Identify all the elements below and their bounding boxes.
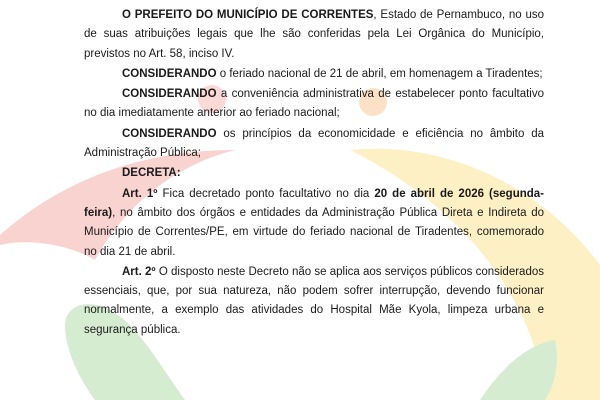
article-2-text-end: limpeza urbana e segurança pública. (84, 304, 544, 336)
considerando-keyword: CONSIDERANDO (122, 127, 217, 140)
preamble-paragraph (84, 6, 544, 64)
considerando-keyword: CONSIDERANDO (122, 88, 217, 101)
article-1-label: Art. 1º (122, 187, 158, 200)
article-1-text-end: , no âmbito dos órgãos e entidades da Administração Pública Direta e Indireta do Município de Correntes/PE, em virtude do feriado nacional de Tiradentes, comemorado no dia 21 de abril. (84, 206, 544, 258)
decreta-heading (84, 164, 544, 183)
decree-body (84, 6, 544, 341)
considerando-paragraph-1 (84, 65, 544, 84)
article-2-paragraph (84, 263, 544, 340)
considerando-text: o feriado nacional de 21 de abril, em homenagem a Tiradentes; (216, 67, 543, 80)
article-2-text: O disposto neste Decreto não se aplica aos serviços públicos considerados essenciais, que, por sua natureza, não podem sofrer interrupção, devendo funcionar normalmente, a exemplo das atividades do Hospital Mãe Kyola, (84, 265, 544, 317)
decreta-label: DECRETA: (122, 167, 181, 180)
article-2-label: Art. 2º (122, 265, 156, 278)
article-1-paragraph (84, 185, 544, 262)
watermark-green-petal-right (480, 340, 557, 400)
article-1-date: 20 de abril de 2026 (segunda-feira) (84, 187, 544, 219)
considerando-text: a conveniência administrativa de estabelecer ponto facultativo no dia imediatamente anterior ao feriado nacional; (84, 88, 544, 120)
mayor-title: O PREFEITO DO MUNICÍPIO DE CORRENTES (122, 9, 374, 21)
considerando-paragraph-3 (84, 125, 544, 164)
article-1-text-start: Fica decretado ponto facultativo no dia (157, 187, 375, 200)
considerando-text: os princípios da economicidade e eficiência no âmbito da Administração Pública; (84, 127, 544, 160)
considerando-paragraph-2 (84, 85, 544, 124)
considerando-keyword: CONSIDERANDO (122, 67, 217, 80)
preamble-text: , Estado de Pernambuco, no uso de suas atribuições legais que lhe são conferidas pela Lei Orgânica do Município, previstos no Art. 58, inciso IV. (84, 9, 544, 60)
